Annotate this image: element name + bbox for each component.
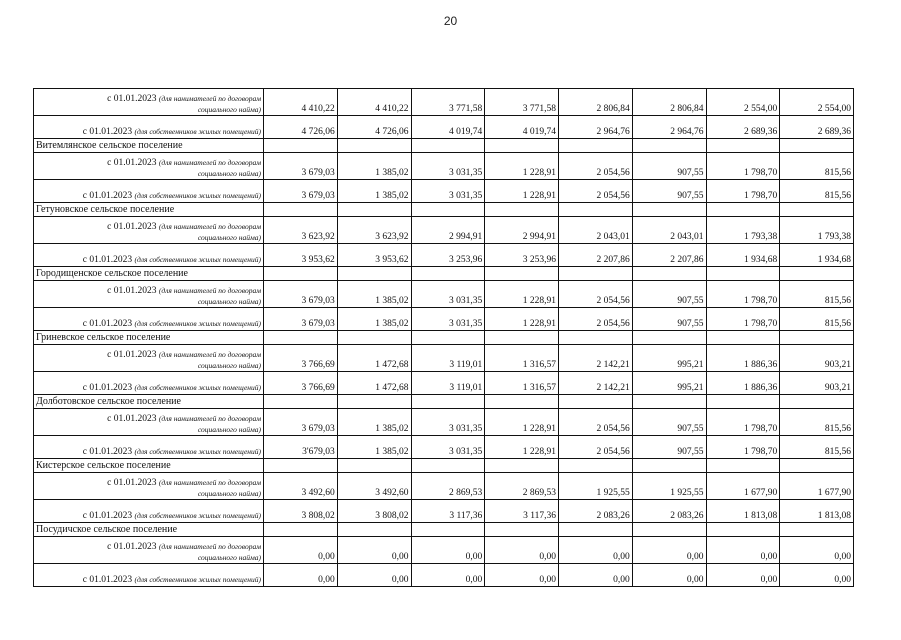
tariff-value: 0,00 xyxy=(485,564,559,587)
tariff-value: 1 228,91 xyxy=(485,308,559,331)
tariff-value: 2 964,76 xyxy=(559,116,633,139)
date-label: с 01.01.2023 xyxy=(82,319,133,329)
empty-cell xyxy=(706,139,780,153)
tariff-table-body xyxy=(34,89,854,587)
date-label: с 01.01.2023 xyxy=(82,447,133,457)
settlement-name: Городищенское сельское поселение xyxy=(34,267,264,281)
date-label: с 01.01.2023 xyxy=(107,222,157,232)
empty-cell xyxy=(485,459,559,473)
empty-cell xyxy=(485,395,559,409)
empty-cell xyxy=(411,459,485,473)
settlement-name: Кистерское сельское поселение xyxy=(34,459,264,473)
table-row xyxy=(34,244,854,267)
tariff-value: 903,21 xyxy=(780,345,854,372)
tariff-value: 3 117,36 xyxy=(485,500,559,523)
settlement-header-row xyxy=(34,139,854,153)
tariff-value: 1 793,38 xyxy=(706,217,780,244)
tenants-note: (для нанимателей по договорам xyxy=(158,94,261,103)
tariff-value: 3 117,36 xyxy=(411,500,485,523)
tariff-value: 1 934,68 xyxy=(780,244,854,267)
empty-cell xyxy=(337,267,411,281)
empty-cell xyxy=(559,203,633,217)
tariff-value: 0,00 xyxy=(485,537,559,564)
tariff-value: 0,00 xyxy=(632,564,706,587)
tariff-value: 3 253,96 xyxy=(411,244,485,267)
tariff-value: 2 964,76 xyxy=(632,116,706,139)
empty-cell xyxy=(411,267,485,281)
tariff-value: 2 043,01 xyxy=(559,217,633,244)
tariff-value: 2 994,91 xyxy=(485,217,559,244)
tariff-value: 1 798,70 xyxy=(706,436,780,459)
page-number: 20 xyxy=(443,14,458,28)
empty-cell xyxy=(706,395,780,409)
tariff-value: 1 472,68 xyxy=(337,345,411,372)
date-label: с 01.01.2023 xyxy=(82,255,133,265)
tariff-value: 3 492,60 xyxy=(264,473,338,500)
tenants-note-line2: социального найма) xyxy=(197,553,261,562)
table-row xyxy=(34,372,854,395)
tariff-value: 3'679,03 xyxy=(264,436,338,459)
table-row xyxy=(34,500,854,523)
settlement-header-row xyxy=(34,203,854,217)
tariff-value: 2 142,21 xyxy=(559,345,633,372)
tariff-value: 2 207,86 xyxy=(632,244,706,267)
empty-cell xyxy=(411,139,485,153)
empty-cell xyxy=(632,523,706,537)
table-row xyxy=(34,281,854,308)
tariff-value: 815,56 xyxy=(780,180,854,203)
tenants-note: (для нанимателей по договорам xyxy=(158,478,261,487)
tariff-value: 1 925,55 xyxy=(632,473,706,500)
tenants-note-line2: социального найма) xyxy=(197,425,261,434)
tariff-value: 1 385,02 xyxy=(337,436,411,459)
tariff-value: 995,21 xyxy=(632,345,706,372)
owners-note: (для собственников жилых помещений) xyxy=(134,319,261,328)
date-label: с 01.01.2023 xyxy=(82,383,133,393)
date-label: с 01.01.2023 xyxy=(82,511,133,521)
tariff-value: 3 953,62 xyxy=(264,244,338,267)
tariff-table xyxy=(33,88,854,587)
tariff-value: 1 385,02 xyxy=(337,409,411,436)
tariff-value: 0,00 xyxy=(559,564,633,587)
tariff-value: 1 886,36 xyxy=(706,345,780,372)
tariff-value: 0,00 xyxy=(264,537,338,564)
tariff-value: 2 554,00 xyxy=(780,89,854,116)
tariff-value: 1 798,70 xyxy=(706,180,780,203)
date-label: с 01.01.2023 xyxy=(107,542,157,552)
empty-cell xyxy=(559,139,633,153)
tenants-note-line2: социального найма) xyxy=(197,169,261,178)
tariff-value: 2 083,26 xyxy=(632,500,706,523)
row-label-tenants xyxy=(34,473,264,500)
tariff-value: 1 677,90 xyxy=(780,473,854,500)
tenants-note-line2: социального найма) xyxy=(197,489,261,498)
tariff-value: 0,00 xyxy=(706,564,780,587)
table-row xyxy=(34,345,854,372)
owners-note: (для собственников жилых помещений) xyxy=(134,255,261,264)
row-label-tenants xyxy=(34,281,264,308)
tariff-value: 1 385,02 xyxy=(337,153,411,180)
tariff-value: 0,00 xyxy=(337,564,411,587)
tariff-value: 1 798,70 xyxy=(706,153,780,180)
tariff-value: 2 054,56 xyxy=(559,308,633,331)
tenants-note: (для нанимателей по договорам xyxy=(158,158,261,167)
tariff-value: 1 472,68 xyxy=(337,372,411,395)
empty-cell xyxy=(264,395,338,409)
tariff-value: 1 677,90 xyxy=(706,473,780,500)
tariff-value: 1 798,70 xyxy=(706,409,780,436)
empty-cell xyxy=(411,523,485,537)
row-label-tenants xyxy=(34,537,264,564)
tariff-value: 0,00 xyxy=(559,537,633,564)
tariff-value: 0,00 xyxy=(780,537,854,564)
tariff-value: 1 934,68 xyxy=(706,244,780,267)
tariff-value: 2 869,53 xyxy=(411,473,485,500)
tenants-note: (для нанимателей по договорам xyxy=(158,350,261,359)
tariff-value: 1 385,02 xyxy=(337,180,411,203)
empty-cell xyxy=(337,331,411,345)
tariff-value: 0,00 xyxy=(337,537,411,564)
table-row xyxy=(34,436,854,459)
tariff-value: 1 228,91 xyxy=(485,409,559,436)
empty-cell xyxy=(632,395,706,409)
tariff-value: 0,00 xyxy=(411,537,485,564)
settlement-name: Долботовское сельское поселение xyxy=(34,395,264,409)
tariff-value: 3 771,58 xyxy=(411,89,485,116)
row-label-owners xyxy=(34,180,264,203)
tariff-value: 3 031,35 xyxy=(411,180,485,203)
owners-note: (для собственников жилых помещений) xyxy=(134,447,261,456)
empty-cell xyxy=(264,203,338,217)
owners-note: (для собственников жилых помещений) xyxy=(134,383,261,392)
tariff-value: 1 925,55 xyxy=(559,473,633,500)
empty-cell xyxy=(559,267,633,281)
tariff-value: 2 054,56 xyxy=(559,153,633,180)
owners-note: (для собственников жилых помещений) xyxy=(134,191,261,200)
row-label-owners xyxy=(34,308,264,331)
date-label: с 01.01.2023 xyxy=(82,191,133,201)
table-row xyxy=(34,473,854,500)
tariff-value: 4 410,22 xyxy=(264,89,338,116)
tariff-value: 907,55 xyxy=(632,153,706,180)
tariff-value: 0,00 xyxy=(706,537,780,564)
empty-cell xyxy=(264,523,338,537)
empty-cell xyxy=(780,331,854,345)
row-label-tenants xyxy=(34,89,264,116)
tariff-value: 3 953,62 xyxy=(337,244,411,267)
tariff-value: 4 726,06 xyxy=(264,116,338,139)
empty-cell xyxy=(780,459,854,473)
tariff-value: 3 679,03 xyxy=(264,409,338,436)
empty-cell xyxy=(706,459,780,473)
tariff-value: 907,55 xyxy=(632,281,706,308)
tariff-value: 1 793,38 xyxy=(780,217,854,244)
tariff-value: 1 813,08 xyxy=(706,500,780,523)
empty-cell xyxy=(485,267,559,281)
tariff-value: 2 142,21 xyxy=(559,372,633,395)
tariff-value: 4 019,74 xyxy=(485,116,559,139)
tariff-value: 3 771,58 xyxy=(485,89,559,116)
empty-cell xyxy=(632,331,706,345)
tariff-value: 907,55 xyxy=(632,436,706,459)
tariff-value: 1 886,36 xyxy=(706,372,780,395)
tariff-value: 2 083,26 xyxy=(559,500,633,523)
tenants-note: (для нанимателей по договорам xyxy=(158,542,261,551)
tariff-value: 3 119,01 xyxy=(411,372,485,395)
empty-cell xyxy=(337,139,411,153)
empty-cell xyxy=(337,203,411,217)
tariff-value: 3 031,35 xyxy=(411,281,485,308)
tariff-value: 2 043,01 xyxy=(632,217,706,244)
tariff-value: 1 798,70 xyxy=(706,308,780,331)
tariff-value: 815,56 xyxy=(780,409,854,436)
tariff-value: 2 806,84 xyxy=(559,89,633,116)
tariff-value: 1 798,70 xyxy=(706,281,780,308)
tariff-value: 0,00 xyxy=(780,564,854,587)
tariff-value: 2 207,86 xyxy=(559,244,633,267)
tariff-value: 2 994,91 xyxy=(411,217,485,244)
table-row xyxy=(34,537,854,564)
tenants-note-line2: социального найма) xyxy=(197,361,261,370)
owners-note: (для собственников жилых помещений) xyxy=(134,511,261,520)
tariff-value: 907,55 xyxy=(632,180,706,203)
date-label: с 01.01.2023 xyxy=(107,158,157,168)
empty-cell xyxy=(485,203,559,217)
tariff-value: 3 766,69 xyxy=(264,345,338,372)
table-row xyxy=(34,89,854,116)
empty-cell xyxy=(337,459,411,473)
tariff-value: 2 806,84 xyxy=(632,89,706,116)
date-label: с 01.01.2023 xyxy=(107,94,157,104)
settlement-header-row xyxy=(34,331,854,345)
empty-cell xyxy=(632,203,706,217)
row-label-owners xyxy=(34,244,264,267)
tenants-note-line2: социального найма) xyxy=(197,233,261,242)
tariff-value: 0,00 xyxy=(632,537,706,564)
empty-cell xyxy=(411,331,485,345)
tenants-note: (для нанимателей по договорам xyxy=(158,414,261,423)
tariff-value: 2 689,36 xyxy=(780,116,854,139)
date-label: с 01.01.2023 xyxy=(107,350,157,360)
tariff-value: 907,55 xyxy=(632,409,706,436)
empty-cell xyxy=(706,267,780,281)
table-row xyxy=(34,153,854,180)
settlement-name: Посудичское сельское поселение xyxy=(34,523,264,537)
table-row xyxy=(34,308,854,331)
empty-cell xyxy=(706,331,780,345)
tariff-value: 2 554,00 xyxy=(706,89,780,116)
empty-cell xyxy=(559,459,633,473)
settlement-header-row xyxy=(34,267,854,281)
empty-cell xyxy=(485,139,559,153)
tariff-value: 3 679,03 xyxy=(264,281,338,308)
tariff-value: 2 054,56 xyxy=(559,281,633,308)
tariff-value: 2 689,36 xyxy=(706,116,780,139)
empty-cell xyxy=(780,267,854,281)
empty-cell xyxy=(264,267,338,281)
settlement-header-row xyxy=(34,459,854,473)
empty-cell xyxy=(411,203,485,217)
table-row xyxy=(34,564,854,587)
settlement-name: Витемлянское сельское поселение xyxy=(34,139,264,153)
row-label-tenants xyxy=(34,409,264,436)
empty-cell xyxy=(780,139,854,153)
tariff-value: 4 019,74 xyxy=(411,116,485,139)
tariff-value: 4 726,06 xyxy=(337,116,411,139)
tariff-value: 2 054,56 xyxy=(559,436,633,459)
tariff-value: 3 808,02 xyxy=(337,500,411,523)
empty-cell xyxy=(337,395,411,409)
tariff-value: 1 228,91 xyxy=(485,153,559,180)
tariff-value: 3 679,03 xyxy=(264,180,338,203)
date-label: с 01.01.2023 xyxy=(82,575,133,585)
date-label: с 01.01.2023 xyxy=(82,127,133,137)
empty-cell xyxy=(559,523,633,537)
empty-cell xyxy=(264,139,338,153)
tariff-value: 2 054,56 xyxy=(559,409,633,436)
tariff-value: 1 813,08 xyxy=(780,500,854,523)
settlement-header-row xyxy=(34,395,854,409)
table-row xyxy=(34,409,854,436)
tariff-value: 3 492,60 xyxy=(337,473,411,500)
tariff-value: 3 623,92 xyxy=(337,217,411,244)
date-label: с 01.01.2023 xyxy=(107,414,157,424)
tariff-value: 3 031,35 xyxy=(411,153,485,180)
tariff-value: 815,56 xyxy=(780,436,854,459)
tariff-value: 815,56 xyxy=(780,153,854,180)
tariff-value: 3 119,01 xyxy=(411,345,485,372)
row-label-owners xyxy=(34,372,264,395)
tariff-value: 0,00 xyxy=(411,564,485,587)
row-label-owners xyxy=(34,500,264,523)
settlement-name: Гриневское сельское поселение xyxy=(34,331,264,345)
empty-cell xyxy=(411,395,485,409)
tariff-value: 815,56 xyxy=(780,281,854,308)
empty-cell xyxy=(485,331,559,345)
empty-cell xyxy=(264,459,338,473)
empty-cell xyxy=(706,203,780,217)
row-label-tenants xyxy=(34,153,264,180)
owners-note: (для собственников жилых помещений) xyxy=(134,127,261,136)
row-label-owners xyxy=(34,436,264,459)
tariff-value: 3 253,96 xyxy=(485,244,559,267)
table-row xyxy=(34,217,854,244)
tariff-value: 1 316,57 xyxy=(485,372,559,395)
empty-cell xyxy=(632,139,706,153)
tariff-value: 907,55 xyxy=(632,308,706,331)
tariff-value: 4 410,22 xyxy=(337,89,411,116)
tariff-value: 1 385,02 xyxy=(337,308,411,331)
tariff-value: 3 679,03 xyxy=(264,153,338,180)
tariff-value: 3 031,35 xyxy=(411,409,485,436)
tariff-value: 3 679,03 xyxy=(264,308,338,331)
tariff-value: 903,21 xyxy=(780,372,854,395)
row-label-owners xyxy=(34,116,264,139)
tariff-value: 3 031,35 xyxy=(411,308,485,331)
tariff-value: 1 385,02 xyxy=(337,281,411,308)
tariff-value: 3 031,35 xyxy=(411,436,485,459)
empty-cell xyxy=(780,523,854,537)
table-row xyxy=(34,116,854,139)
date-label: с 01.01.2023 xyxy=(107,286,157,296)
empty-cell xyxy=(264,331,338,345)
tariff-value: 1 228,91 xyxy=(485,281,559,308)
empty-cell xyxy=(780,395,854,409)
tenants-note-line2: социального найма) xyxy=(197,297,261,306)
tariff-value: 2 869,53 xyxy=(485,473,559,500)
row-label-tenants xyxy=(34,345,264,372)
tenants-note: (для нанимателей по договорам xyxy=(158,286,261,295)
tenants-note: (для нанимателей по договорам xyxy=(158,222,261,231)
tariff-value: 3 766,69 xyxy=(264,372,338,395)
empty-cell xyxy=(559,331,633,345)
date-label: с 01.01.2023 xyxy=(107,478,157,488)
empty-cell xyxy=(485,523,559,537)
settlement-header-row xyxy=(34,523,854,537)
tariff-value: 995,21 xyxy=(632,372,706,395)
empty-cell xyxy=(559,395,633,409)
empty-cell xyxy=(632,267,706,281)
tariff-value: 3 808,02 xyxy=(264,500,338,523)
empty-cell xyxy=(706,523,780,537)
owners-note: (для собственников жилых помещений) xyxy=(134,575,261,584)
tariff-value: 3 623,92 xyxy=(264,217,338,244)
empty-cell xyxy=(632,459,706,473)
row-label-tenants xyxy=(34,217,264,244)
tariff-value: 2 054,56 xyxy=(559,180,633,203)
settlement-name: Гетуновское сельское поселение xyxy=(34,203,264,217)
row-label-owners xyxy=(34,564,264,587)
empty-cell xyxy=(780,203,854,217)
tariff-value: 0,00 xyxy=(264,564,338,587)
table-row xyxy=(34,180,854,203)
tariff-value: 1 316,57 xyxy=(485,345,559,372)
tenants-note-line2: социального найма) xyxy=(197,105,261,114)
empty-cell xyxy=(337,523,411,537)
tariff-value: 1 228,91 xyxy=(485,436,559,459)
tariff-value: 815,56 xyxy=(780,308,854,331)
tariff-value: 1 228,91 xyxy=(485,180,559,203)
